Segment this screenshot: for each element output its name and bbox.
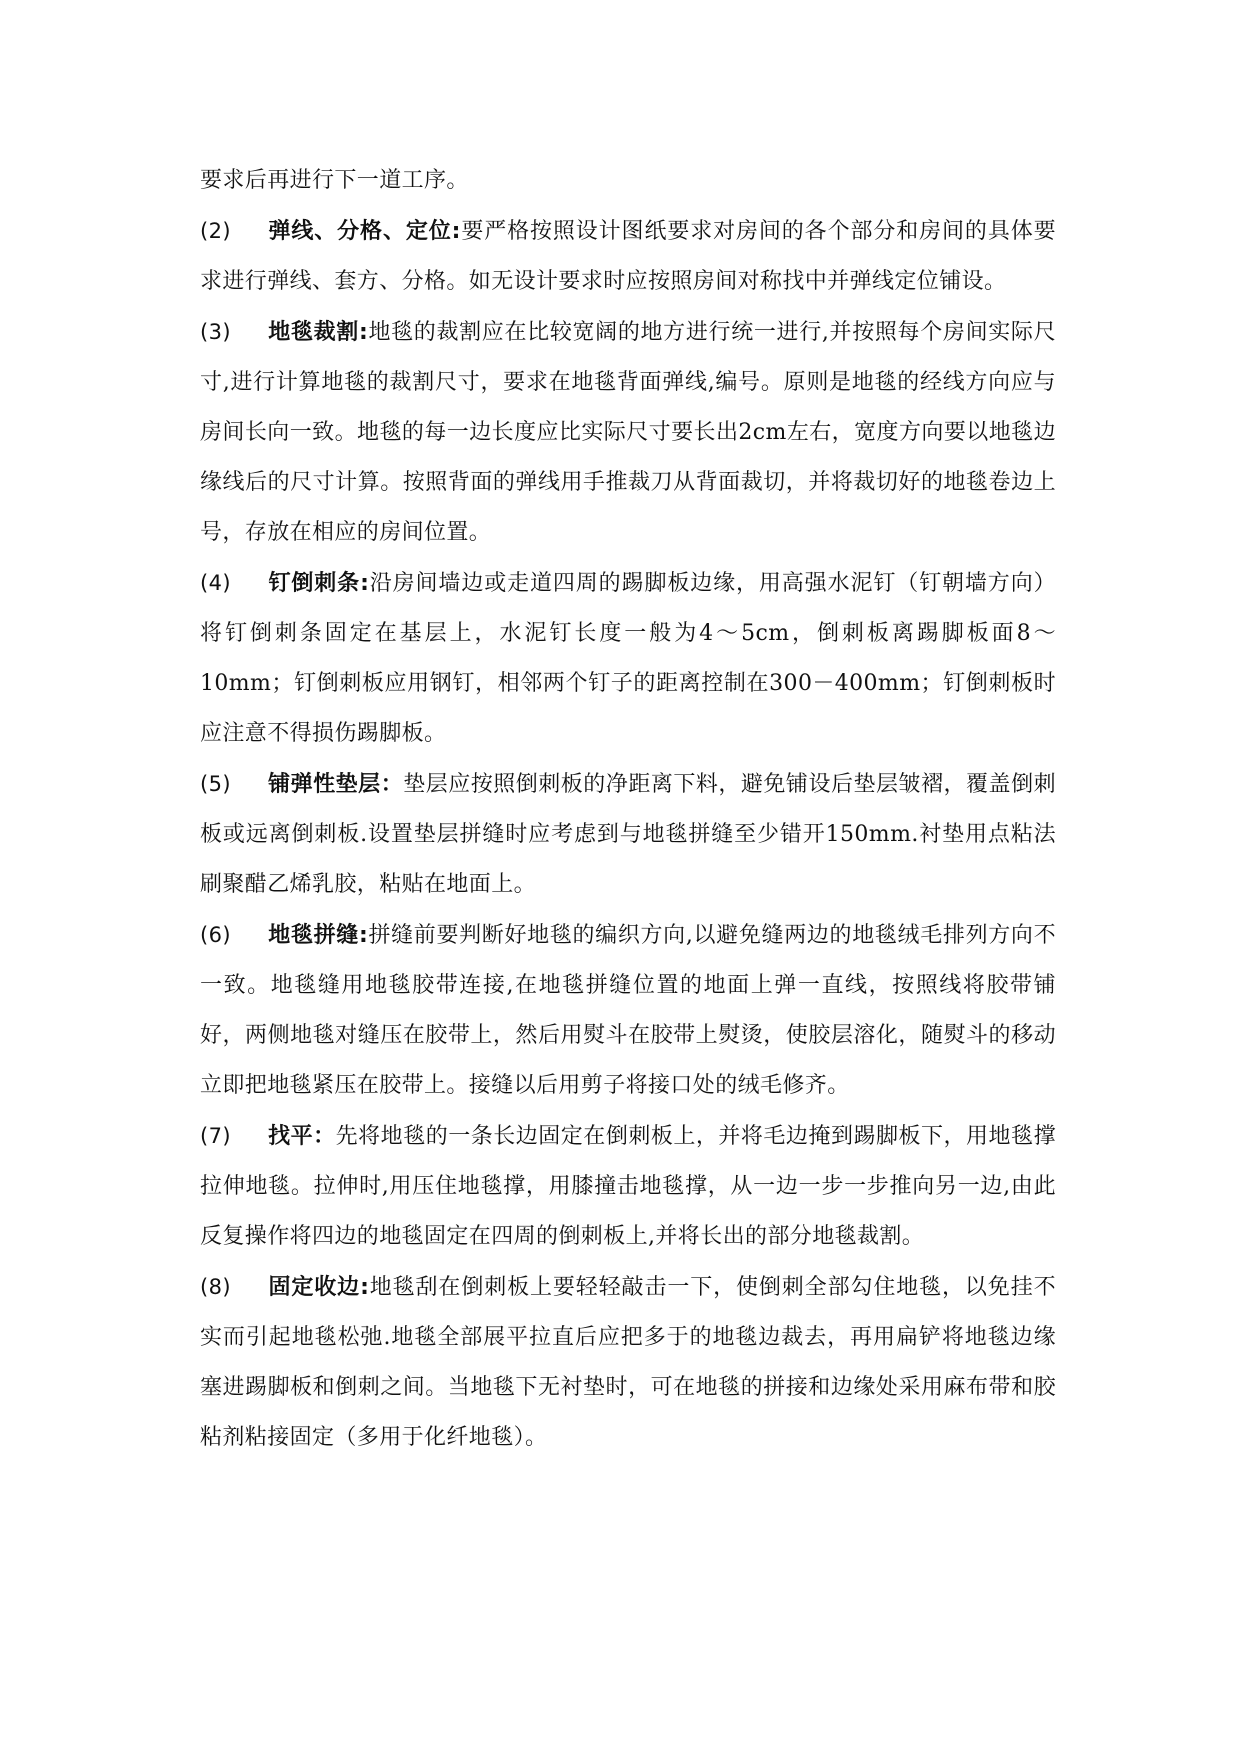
item-4-paragraph [200,558,1056,759]
item-body: 要严格按照设计图纸要求对房间的各个部分和房间的具体要求进行弹线、套方、分格。如无设计要求时应按照房间对称找中并弹线定位铺设。 [200,219,1056,294]
item-number: (4) [200,571,231,595]
item-separator: : [360,571,370,596]
item-8-paragraph [200,1262,1056,1463]
item-separator: : [358,923,369,948]
item-body: 先将地毯的一条长边固定在倒刺板上，并将毛边掩到踢脚板下，用地毯撑拉伸地毯。拉伸时,用压住地毯撑，用膝撞击地毯撑，从一边一步一步推向另一边,由此反复操作将四边的地毯固定在四周的倒刺板上,并将长出的部分地毯裁割。 [200,1124,1056,1249]
item-separator: : [451,219,461,244]
item-body: 垫层应按照倒刺板的净距离下料，避免铺设后垫层皱褶，覆盖倒刺板或远离倒刺板.设置垫层拼缝时应考虑到与地毯拼缝至少错开150mm.衬垫用点粘法刷聚醋乙烯乳胶，粘贴在地面上。 [200,772,1056,897]
document-page [200,156,1056,1463]
item-number: (2) [200,219,231,243]
item-heading: 铺弹性垫层 [268,772,381,797]
item-heading: 钉倒刺条 [268,571,361,596]
item-2-paragraph [200,206,1056,307]
item-separator: ： [313,1124,336,1149]
item-number: (5) [200,772,231,796]
item-7-paragraph [200,1111,1056,1262]
item-separator: : [358,320,369,345]
item-number: (6) [200,923,231,947]
intro-text: 要求后再进行下一道工序。 [200,168,469,193]
item-heading: 固定收边 [268,1275,361,1300]
item-3-paragraph [200,307,1056,558]
item-heading: 弹线、分格、定位 [268,219,452,244]
item-body: 沿房间墙边或走道四周的踢脚板边缘，用高强水泥钉（钉朝墙方向）将钉倒刺条固定在基层上，水泥钉长度一般为4～5cm，倒刺板离踢脚板面8～10mm；钉倒刺板应用钢钉，相邻两个钉子的距离控制在300－400mm；钉倒刺板时应注意不得损伤踢脚板。 [200,571,1056,746]
item-body: 地毯的裁割应在比较宽阔的地方进行统一进行,并按照每个房间实际尺寸,进行计算地毯的裁割尺寸，要求在地毯背面弹线,编号。原则是地毯的经线方向应与房间长向一致。地毯的每一边长度应比实际尺寸要长出2cm左右，宽度方向要以地毯边缘线后的尺寸计算。按照背面的弹线用手推裁刀从背面裁切，并将裁切好的地毯卷边上号，存放在相应的房间位置。 [200,320,1056,545]
item-heading: 地毯拼缝 [268,923,359,948]
item-number: (7) [200,1124,231,1148]
item-number: (8) [200,1275,231,1299]
item-heading: 找平 [268,1124,314,1149]
item-number: (3) [200,320,231,344]
item-heading: 地毯裁割 [268,320,359,345]
intro-paragraph [200,156,1056,206]
item-separator: : [360,1275,370,1300]
item-5-paragraph [200,759,1056,910]
item-separator: ： [380,772,404,797]
item-body: 地毯刮在倒刺板上要轻轻敲击一下，使倒刺全部勾住地毯，以免挂不实而引起地毯松弛.地毯全部展平拉直后应把多于的地毯边裁去，再用扁铲将地毯边缘塞进踢脚板和倒刺之间。当地毯下无衬垫时，可在地毯的拼接和边缘处采用麻布带和胶粘剂粘接固定（多用于化纤地毯）。 [200,1275,1056,1450]
item-6-paragraph [200,910,1056,1111]
item-body: 拼缝前要判断好地毯的编织方向,以避免缝两边的地毯绒毛排列方向不一致。地毯缝用地毯胶带连接,在地毯拼缝位置的地面上弹一直线，按照线将胶带铺好，两侧地毯对缝压在胶带上，然后用熨斗在胶带上熨烫，使胶层溶化，随熨斗的移动立即把地毯紧压在胶带上。接缝以后用剪子将接口处的绒毛修齐。 [200,923,1056,1098]
